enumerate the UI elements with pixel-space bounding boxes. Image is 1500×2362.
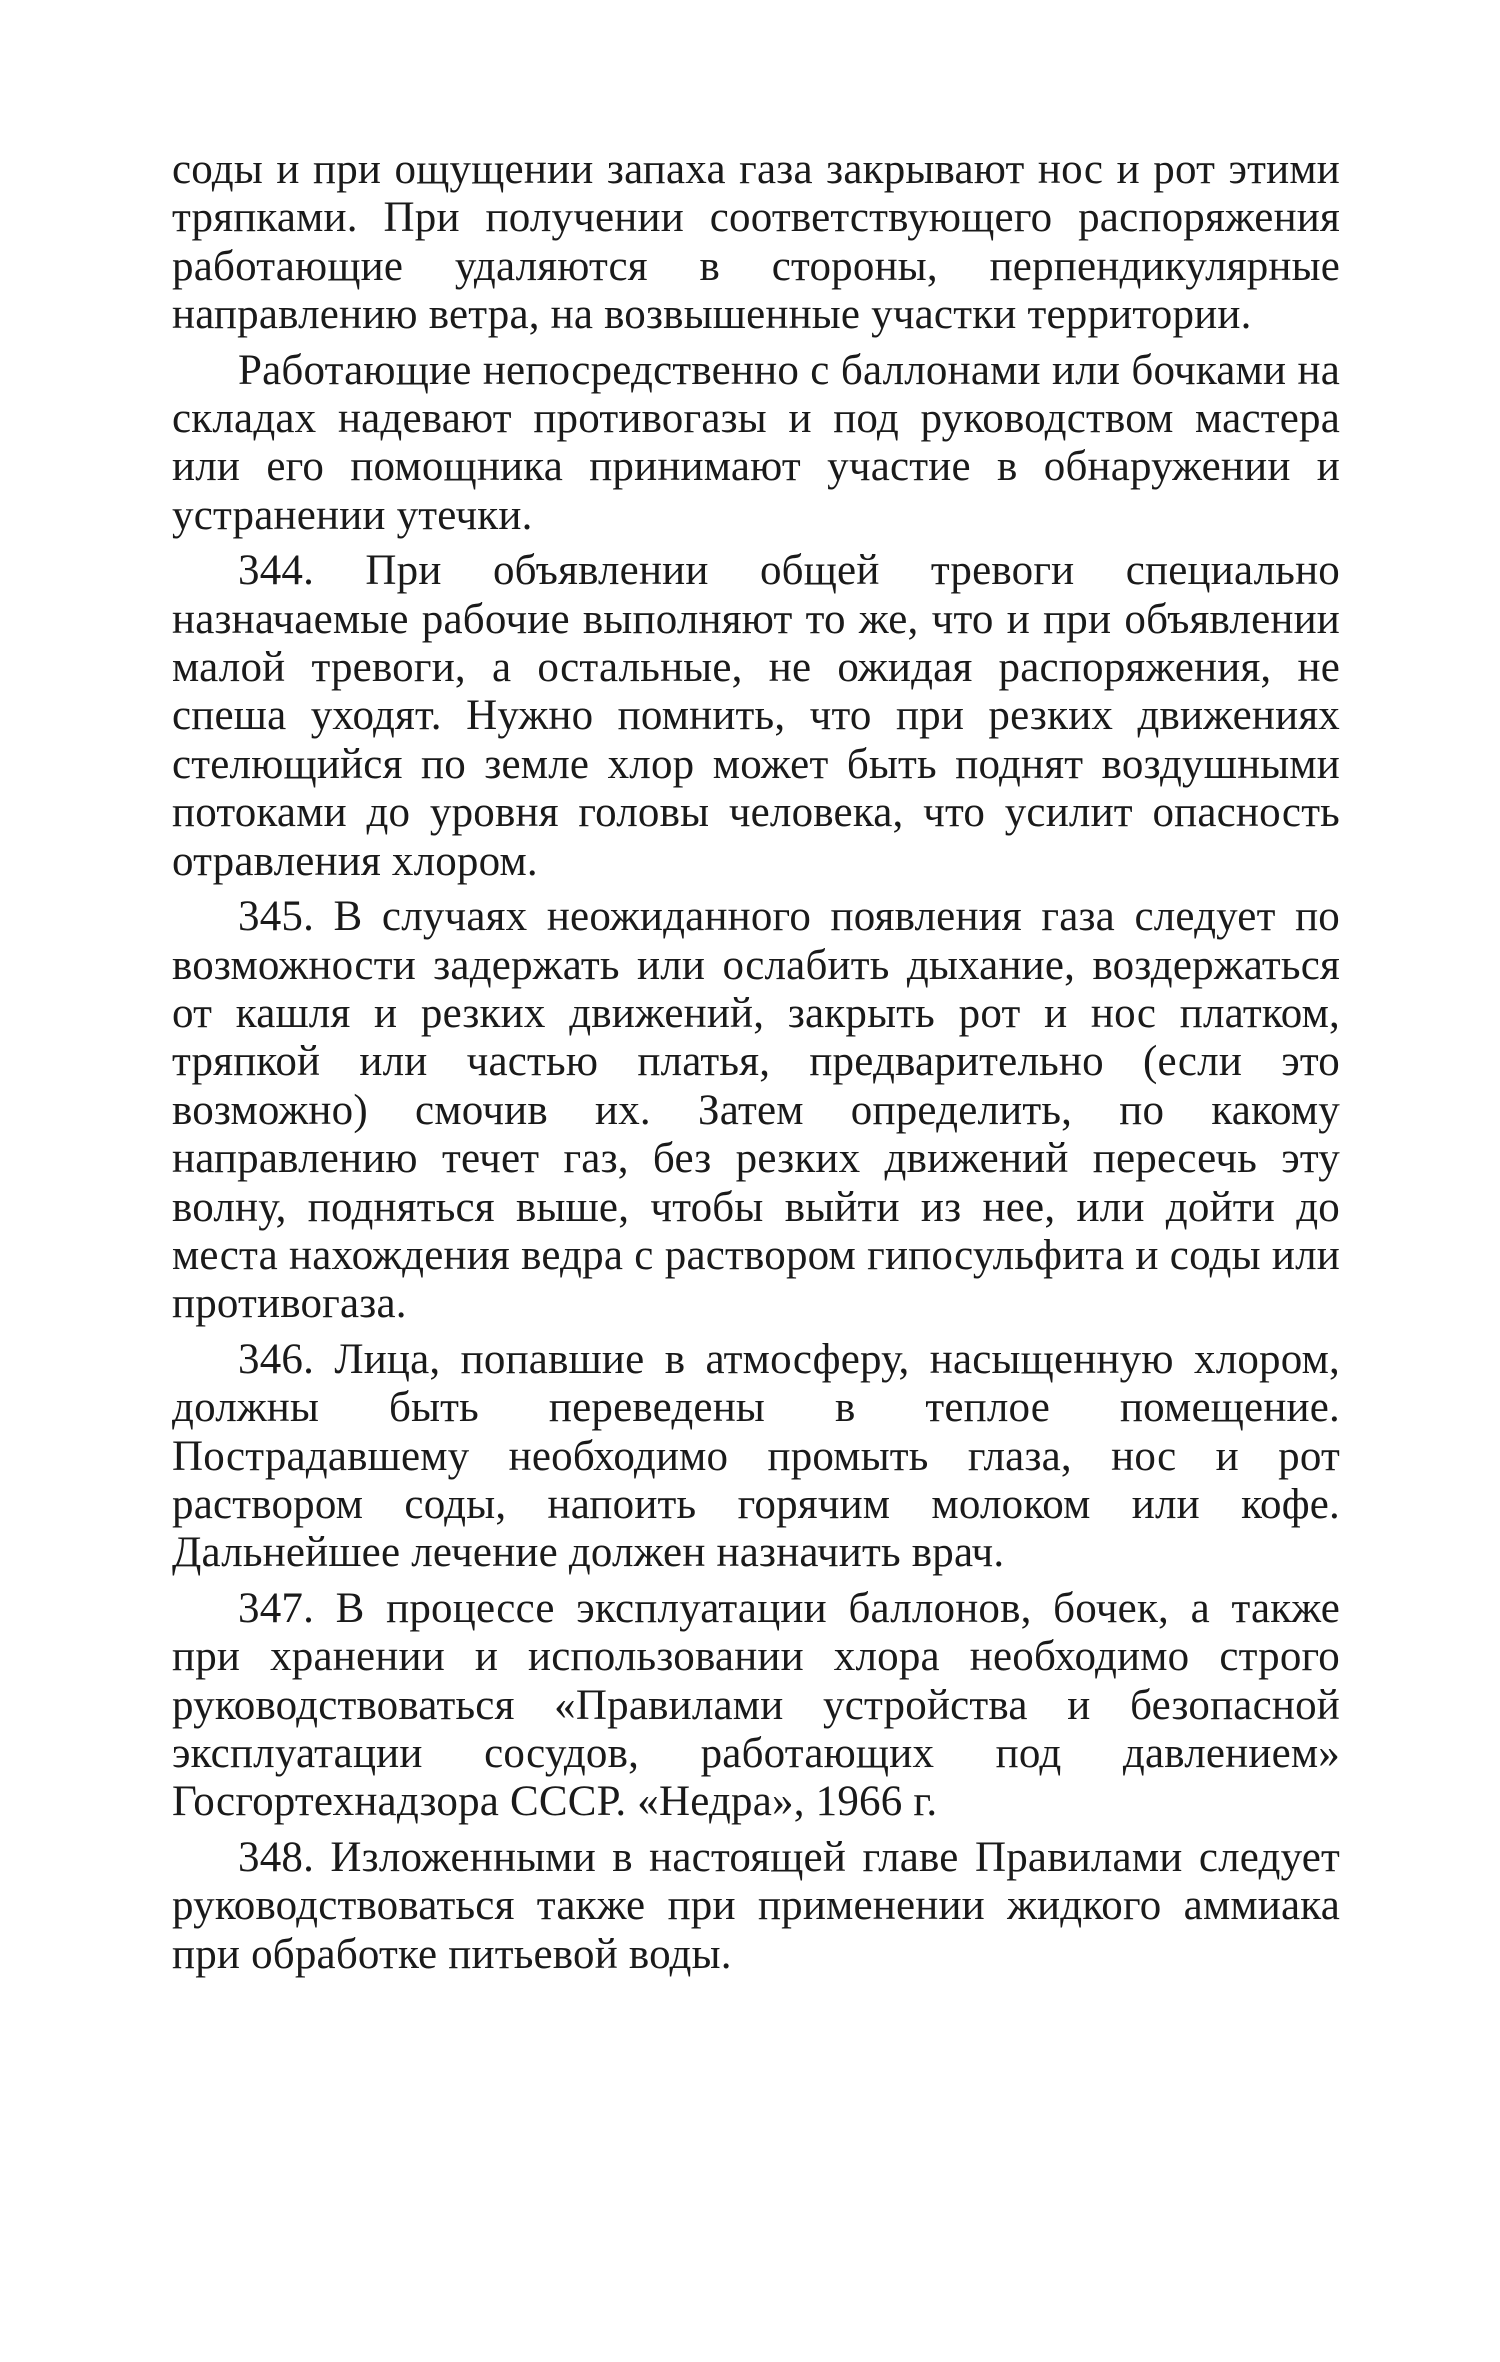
- paragraph-workers-storage: Работающие непосредственно с баллонами или бочками на складах надевают противогазы и под руководством мастера или его помощника принимают участие в обнаружении и устранении утечки.: [172, 346, 1340, 539]
- document-page: [172, 146, 1340, 1986]
- paragraph-345: 345. В случаях неожиданного появления газа следует по возможности задержать или ослабить дыхание, воздержаться от кашля и резких движений, закрыть рот и нос платком, тряпкой или частью платья, предварительно (если это возможно) смочив их. Затем определить, по какому направлению течет газ, без резких движений пересечь эту волну, подняться выше, чтобы выйти из нее, или дойти до места нахождения ведра с раствором гипосульфита и соды или противогаза.: [172, 893, 1340, 1328]
- paragraph-346: 346. Лица, попавшие в атмосферу, насыщенную хлором, должны быть переведены в теплое помещение. Пострадавшему необходимо промыть глаза, нос и рот раствором соды, напоить горячим молоком или кофе. Дальнейшее лечение должен назначить врач.: [172, 1335, 1340, 1577]
- paragraph-347: 347. В процессе эксплуатации баллонов, бочек, а также при хранении и использовании хлора необходимо строго руководствоваться «Правилами устройства и безопасной эксплуатации сосудов, работающих под давлением» Госгортехнадзора СССР. «Недра», 1966 г.: [172, 1584, 1340, 1826]
- paragraph-344: 344. При объявлении общей тревоги специально назначаемые рабочие выполняют то же, что и при объявлении малой тревоги, а остальные, не ожидая распоряжения, не спеша уходят. Нужно помнить, что при резких движениях стелющийся по земле хлор может быть поднят воздушными потоками до уровня головы человека, что усилит опасность отравления хлором.: [172, 547, 1340, 885]
- paragraph-continuation: соды и при ощущении запаха газа закрывают нос и рот этими тряпками. При получении соответствующего распоряжения работающие удаляются в стороны, перпендикулярные направлению ветра, на возвышенные участки территории.: [172, 146, 1340, 339]
- paragraph-348: 348. Изложенными в настоящей главе Правилами следует руководствоваться также при применении жидкого аммиака при обработке питьевой воды.: [172, 1833, 1340, 1978]
